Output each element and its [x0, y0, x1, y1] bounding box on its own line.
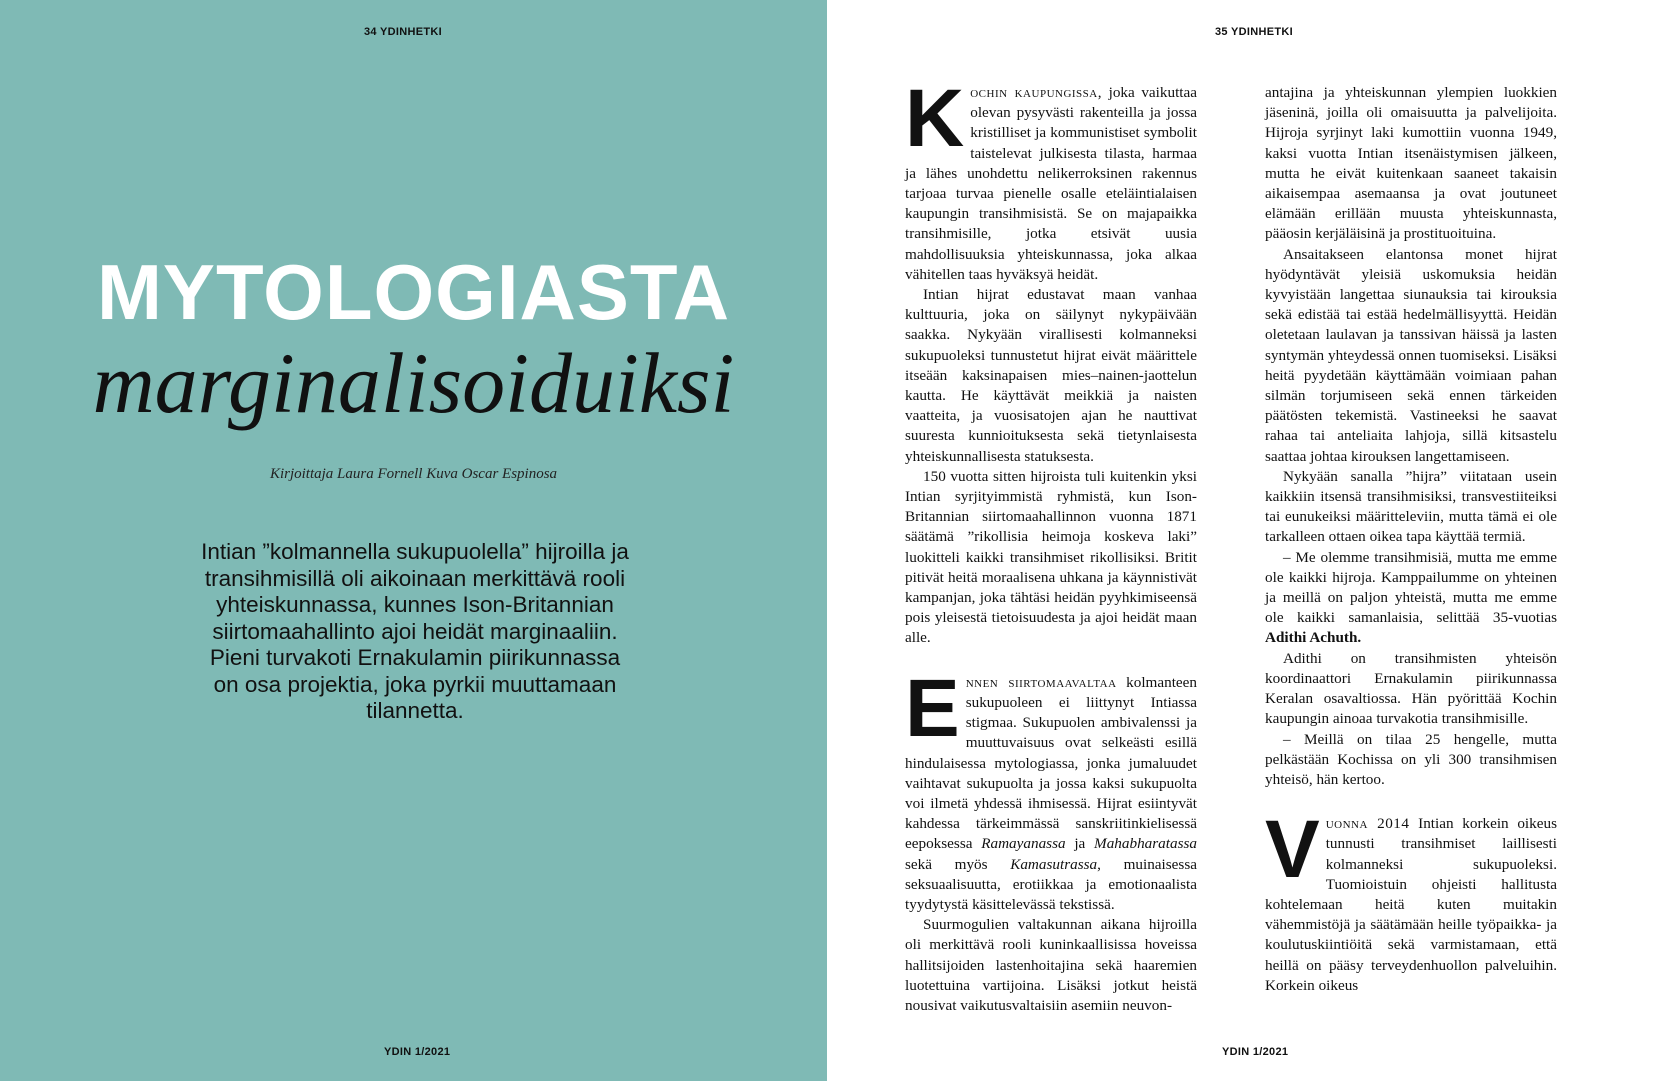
drop-cap: E — [905, 662, 960, 754]
lead-paragraph: Intian ”kolmannella sukupuolella” hijroilla ja transihmisillä oli aikoinaan merkittävä rooli yhteiskunnassa, kunnes Ison-Britannian siirtomaahallinto ajoi heidät marginaaliin. Pieni turvakoti Ernakulamin piirikunnassa on osa projektia, joka pyrkii muuttamaan tilannetta. — [201, 539, 629, 723]
paragraph: Intian hijrat edustavat maan vanhaa kulttuuria, joka on säilynyt nykypäivään saakka. Nykyään virallisesti kolmanneksi sukupuoleksi tunnustetut hijrat eivät määrittele itseään kaksinapaisen mies–nainen-jaottelun kautta. He käyttävät meikkiä ja naisten vaatteita, ja vuosisatojen ajan he nauttivat suuresta kunnioituksesta sekä tietynlaisesta yhteiskunnallisesta statuksesta. — [905, 286, 1197, 465]
run-in-lead: uonna 2014 — [1325, 815, 1410, 833]
person-name: Adithi Achuth. — [1265, 629, 1362, 647]
drop-cap: K — [905, 73, 965, 164]
paragraph-text: , muinaisessa seksuaalisuutta, erotiikkaa ja emotionaalista tyydytystä käsittelevässä tekstissä. — [905, 855, 1197, 913]
drop-cap: V — [1265, 804, 1320, 896]
section-2 — [905, 662, 1197, 1016]
section-3 — [1265, 804, 1557, 996]
section-continued — [1265, 83, 1557, 790]
italic-title: Mahabharatassa — [1094, 835, 1197, 853]
folio-top-right: 35 YDINHETKI — [1215, 26, 1293, 38]
run-in-lead: ochin kaupungissa, — [970, 84, 1103, 101]
folio-top-left: 34 YDINHETKI — [364, 26, 442, 38]
article-column-1 — [905, 73, 1197, 1016]
paragraph-text: ja — [1065, 835, 1095, 853]
headline-lower: marginalisoiduiksi — [92, 335, 735, 431]
right-page — [827, 0, 1654, 1081]
folio-bottom-left: YDIN 1/2021 — [384, 1046, 451, 1058]
headline-upper: MYTOLOGIASTA — [96, 248, 731, 336]
section-1 — [905, 73, 1197, 649]
paragraph: 150 vuotta sitten hijroista tuli kuitenkin yksi Intian syrjityimmistä ryhmistä, kun Ison-Britannian siirtomaahallinnon vuonna 1871 säätämä ”rikollisia heimoja koskeva laki” luokitteli kaikki transihmiset rikollisiksi. Britit pitivät heitä moraalisena uhkana ja käynnistivät kampanjan, joka tähtäsi heidän pyyhkimiseensä pois yleisestä tietoisuudesta ja ajoi heidät maan alle. — [905, 467, 1197, 647]
italic-title: Ramayanassa — [981, 835, 1066, 853]
paragraph: antajina ja yhteiskunnan ylempien luokkien jäseninä, joilla oli omaisuutta ja palvelijoita. Hijroja syrjinyt laki kumottiin vuonna 1949, kaksi vuotta Intian itsenäistymisen jälkeen, mutta he eivät kuitenkaan saaneet takaisin aikaisempaa asemaansa ja ovat joutuneet elämään erillään muusta yhteiskunnasta, pääosin kerjäläisinä ja prostituoituina. — [1265, 84, 1557, 243]
quote-paragraph — [1265, 548, 1557, 649]
byline: Kirjoittaja Laura Fornell Kuva Oscar Espinosa — [269, 466, 558, 482]
italic-title: Kamasutrassa — [1010, 855, 1098, 873]
paragraph-text: sekä myös — [905, 855, 1011, 873]
quote-paragraph: – Meillä on tilaa 25 hengelle, mutta pelkästään Kochissa on yli 300 transihmisen yhteisö, hän kertoo. — [1265, 730, 1557, 788]
paragraph: Nykyään sanalla ”hijra” viitataan usein kaikkiin itsensä transihmisiksi, transvestiiteiksi tai eunukeiksi määritteleviin, mutta tämä ei ole tarkalleen ottaen oikea tapa käyttää termiä. — [1265, 467, 1557, 546]
paragraph-text: kolmanteen sukupuoleen ei liittynyt Intiassa stigmaa. Sukupuolen ambivalenssi ja muuttuvaisuus ovat selkeästi esillä hindulaisessa mytologiassa, jonka jumaluudet vaihtavat sukupuolta ja jossa kaksi sukupuolta voi ilmetä yhdessä ihmisessä. Hijrat esiintyvät kahdessa tärkeimmässä sanskriitinkielisessä eepoksessa — [905, 673, 1197, 853]
paragraph: Suurmogulien valtakunnan aikana hijroilla oli merkittävä rooli kuninkaallisissa hoveissa hallitsijoiden lastenhoitajina sekä haaremien luotettuina vartijoina. Lisäksi jotkut heistä nousivat vaikutusvaltaisiin asemiin neuvon- — [905, 916, 1197, 1014]
paragraph-text: joka vaikuttaa olevan pysyvästi rakenteilla ja jossa kristilliset ja kommunistiset symbolit taistelevat julkisesta tilasta, harmaa ja lähes unohdettu nelikerroksinen rakennus tarjoaa turvaa pienelle osalle eteläintialaisen kaupungin transihmisistä. Se on majapaikka transihmisille, jotka etsivät uusia mahdollisuuksia yhteiskunnassa, joka alkaa vähitellen taas hyväksyä heidät. — [905, 84, 1197, 283]
article-column-2 — [1265, 83, 1557, 996]
paragraph: Adithi on transihmisten yhteisön koordinaattori Ernakulamin piirikunnassa Keralan osavaltiossa. Hän pyörittää Kochin kaupungin ainoaa turvakotia transihmisille. — [1265, 649, 1557, 728]
paragraph-text: – Me olemme transihmisiä, mutta me emme ole kaikki hijroja. Kamppailumme on yhteinen ja meillä on paljon yhteistä, mutta me emme ole kaikki samanlaisia, selittää 35-vuotias — [1265, 548, 1557, 627]
folio-bottom-right: YDIN 1/2021 — [1222, 1046, 1289, 1058]
run-in-lead: nnen siirtomaavaltaa — [965, 673, 1117, 691]
paragraph: Ansaitakseen elantonsa monet hijrat hyödyntävät yleisiä uskomuksia heidän kyvyistään langettaa siunauksia tai kirouksia sekä edistää tai estää hedelmällisyyttä. Heidän oletetaan laulavan ja tanssivan häissä ja lasten syntymän yhteydessä onnen tuomiseksi. Lisäksi heitä pyydetään käyttämään voimiaan pahan silmän torjumiseen sekä ennen tärkeiden päätösten tekemistä. Vastineeksi he saavat rahaa tai anteliaita lahjoja, sillä kitsastelu saattaa johtaa kirouksen langettamiseen. — [1265, 245, 1557, 465]
paragraph-text: Intian korkein oikeus tunnusti transihmiset laillisesti kolmanneksi sukupuoleksi. Tuomioistuin ohjeisti hallitusta kohtelemaan heitä kuten muitakin vähemmistöjä ja säätämään heille työpaikka- ja koulutuskiintiöitä sekä varmistamaan, että heillä on pääsy terveydenhuollon palveluihin. Korkein oikeus — [1265, 815, 1557, 994]
